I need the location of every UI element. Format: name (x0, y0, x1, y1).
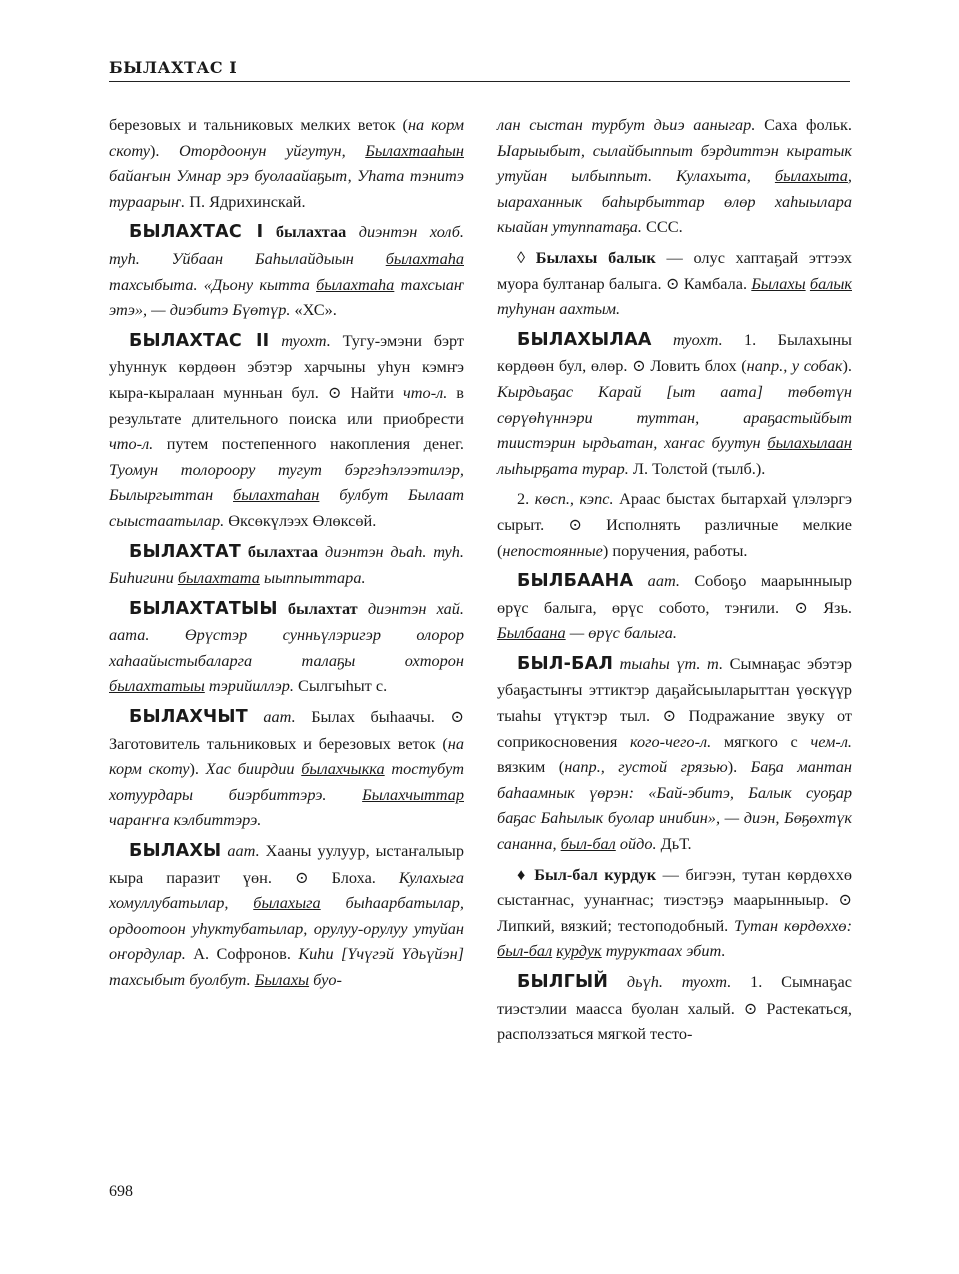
headword: БЫЛ-БАЛ (517, 653, 614, 674)
headword: БЫЛАХТАТ (129, 541, 242, 562)
entry-bylakhy: БЫЛАХЫ аат. Хааны уулуур, ыстаҥалыыр кыра паразит үөн. ⊙ Блоха. Кулахыга хомуллубатылар, былахыга быһаарбатылар, ордоотоон уһуктубатылар, орулуу-орулуу утуйан оҥордулар. А. Софронов. Киһи [Үчүгэй Үдьүйэн] тахсыбыт буолбут. Былахы буо- (109, 841, 464, 989)
entry-bylakhy-balyk: ◊ Былахы балык — олус хаптаҕай эттээх муора бултанар балыга. ⊙ Камбала. Былахы балык туһунан аахтым. (497, 247, 852, 319)
entry-bylakhtas-1: БЫЛАХТАС I былахтаа диэнтэн холб. туһ. Уйбаан Баһылайдыын былахтаһа тахсыбыта. «Дьону кытта былахтаһа тахсыаҥ этэ», — диэбитэ Бүөтүр. «ХС». (109, 222, 464, 320)
right-column (497, 112, 852, 1052)
entry-byl-bal-kurduk: ♦ Был-бал курдук — бигээн, тутан көрдөххө сыстаҥнас, уунаҥнас; тиэстэҕэ маарынныыр. ⊙ Липкий, вязкий; тестоподобный. Тутан көрдөххө: был-бал курдук туруктаах эбит. (497, 864, 852, 961)
entry-bylgyi: БЫЛГЫЙ дьүһ. туохт. 1. Сымнаҕас тиэстэлии маасса буолан халый. ⊙ Растекаться, располззаться мягкой тесто- (497, 972, 852, 1044)
headword: БЫЛАХТАС II (129, 330, 270, 351)
entry-bylbaana: БЫЛБААНА аат. Собоҕо маарынныыр өрүс балыга, өрүс собото, тэҥили. ⊙ Язь. Былбаана — өрүс балыга. (497, 571, 852, 643)
entry-bylakhylaa: БЫЛАХЫЛАА туохт. 1. Былахыны көрдөөн бул, өлөр. ⊙ Ловить блох (напр., у собак). Кырдьаҕас Карай [ыт аата] төбөтүн сөрүөһүннэри туттан, араҕастыйбыт тиистэрин ырдьатан, хаҥас буутун былахылаан лыһырҕата турар. Л. Толстой (тылб.). (497, 329, 852, 478)
running-head: БЫЛАХТАС I (109, 58, 238, 77)
page-number: 698 (109, 1183, 133, 1200)
entry-bylakhtat: БЫЛАХТАТ былахтаа диэнтэн дьаһ. туһ. Биһигини былахтата ыыппыттара. (109, 541, 464, 588)
entry-byl-bal: БЫЛ-БАЛ тыаһы үт. т. Сымнаҕас эбэтэр убаҕастыҥы эттиктэр даҕайсыыларыттан үөскүүр тыаһы үтүктэр тыл. ⊙ Подражание звуку от соприкосновения кого-чего-л. мягкого с чем-л. вязким (напр., густой грязью). Баҕа мантан баһаамнык үөрэн: «Бай-эбитэ, Балык суоҕар баҕас Баһылык буолар инибин», — диэн, Бөҕөхтүк сананна, был-бал ойдо. ДьТ. (497, 653, 853, 854)
entry-continuation: лан сыстан турбут дьиэ ааныгар. Саха фольк. Ыарыыбыт, сылайбыппыт бэрдиттэн кыратык утуйан ылбыппыт. Кулахыта, былахыта, ыараханнык баһырбыттар өлөр хаһыылара кыайан утуппатаҕа. ССС. (497, 115, 853, 237)
header-rule (109, 81, 850, 82)
left-column (109, 112, 464, 998)
diamond-outline-icon: ◊ (517, 247, 536, 267)
headword: БЫЛБААНА (517, 571, 634, 592)
headword: БЫЛАХТАТЫЫ (129, 598, 278, 619)
headword: БЫЛАХЫЛАА (517, 329, 652, 350)
entry-bylakhtas-2: БЫЛАХТАС II туохт. Тугу-эмэни бэрт уһуннук көрдөөн эбэтэр харчыны уһун кэмҥэ кыра-кыралаан мунньан бул. ⊙ Найти что-л. в результате длительного поиска или приобрести что-л. путем постепенного накопления денег. Туомун толороору тугут бэргэһэлээтилэр, Былыргыттан былахтаһан булбут Былаат сыыстаатылар. Өксөкүлээх Өлөксөй. (109, 330, 465, 530)
headword: БЫЛГЫЙ (517, 972, 609, 992)
entry-continuation: березовых и тальниковых мелких веток (на корм скоту). Отордоонун уйгутун, Былахтааһын байаҥын Умнар эрэ буолаайаҕыт, Уһата тэнитэ тураарыҥ. П. Ядрихинскай. (109, 115, 464, 211)
headword: БЫЛАХЧЫТ (129, 707, 248, 728)
entry-bylakhylaa-sense-2: 2. көсп., кэпс. Араас быстах бытархай үлэлэргэ сырыт. ⊙ Исполнять различные мелкие (непостоянные) поручения, работы. (497, 489, 852, 560)
entry-bylakhchyt: БЫЛАХЧЫТ аат. Былах быһаачы. ⊙ Заготовитель тальниковых и березовых веток (на корм скоту). Хас биирдии былахчыкка тостубут хотуурдары биэрбиттэрэ. Былахчыттар чараҥҥа кэлбиттэрэ. (109, 707, 465, 830)
diamond-filled-icon: ♦ (517, 864, 535, 884)
headword: БЫЛАХЫ (129, 841, 222, 862)
entry-bylakhtatyy: БЫЛАХТАТЫЫ былахтат диэнтэн хай. аата. Өрүстэр сунньүлэригэр олорор хаһаайыстыбаларга талаҕы охторон былахтатыы тэрийиллэр. Сылгыһыт с. (109, 598, 464, 696)
headword: БЫЛАХТАС I (129, 222, 264, 243)
